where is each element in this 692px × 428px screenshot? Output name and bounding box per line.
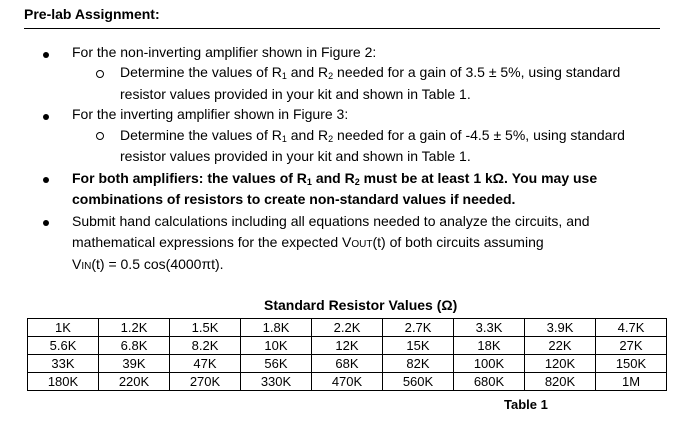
text-fragment: and R <box>286 127 329 143</box>
table-cell: 1.2K <box>99 319 170 337</box>
subscript: 1 <box>281 71 287 81</box>
text-fragment: and R <box>311 170 355 186</box>
table-cell: 220K <box>99 373 170 391</box>
table-cell: 270K <box>170 373 241 391</box>
table-row <box>28 355 667 373</box>
table-cell: 4.7K <box>596 319 667 337</box>
table-cell: 8.2K <box>170 337 241 355</box>
text-fragment: (t) = 0.5 cos(4000πt). <box>91 256 224 272</box>
table-cell: 1K <box>28 319 99 337</box>
table-row <box>28 337 667 355</box>
bullet-4-line-3 <box>72 255 224 276</box>
table-cell: 120K <box>525 355 596 373</box>
bullet-dot <box>43 177 49 183</box>
subscript: IN <box>81 261 92 272</box>
subscript: OUT <box>351 239 373 250</box>
table-cell: 10K <box>241 337 312 355</box>
subscript: 2 <box>354 177 360 187</box>
text-fragment: needed for a gain of -4.5 ± 5%, using standard <box>333 127 625 143</box>
text-fragment: V <box>72 256 82 272</box>
text-fragment: Determine the values of R <box>120 64 282 80</box>
table-cell: 3.3K <box>454 319 525 337</box>
sub-bullet-2-line-1 <box>120 126 625 144</box>
table-cell: 18K <box>454 337 525 355</box>
table-cell: 1M <box>596 373 667 391</box>
bullet-4-line-1: Submit hand calculations including all equations needed to analyze the circuits, and <box>72 213 590 229</box>
bullet-3-line-1 <box>72 169 597 187</box>
sub-bullet-1-line-1 <box>120 63 620 81</box>
bullet-4-line-2 <box>72 233 544 254</box>
table-cell: 6.8K <box>99 337 170 355</box>
table-cell: 22K <box>525 337 596 355</box>
table-cell: 82K <box>383 355 454 373</box>
subscript: 2 <box>328 71 334 81</box>
bullet-3-line-2: combinations of resistors to create non-standard values if needed. <box>72 191 516 207</box>
table-label: Table 1 <box>504 397 548 412</box>
text-fragment: mathematical expressions for the expected V <box>72 234 352 250</box>
table-cell: 27K <box>596 337 667 355</box>
subscript: 2 <box>328 134 334 144</box>
subscript: 1 <box>306 177 312 187</box>
table-cell: 39K <box>99 355 170 373</box>
table-cell: 33K <box>28 355 99 373</box>
text-fragment: and R <box>286 64 329 80</box>
bullet-2-text: For the inverting amplifier shown in Figure 3: <box>72 106 349 122</box>
table-cell: 15K <box>383 337 454 355</box>
table-cell: 12K <box>312 337 383 355</box>
sub-bullet-circle <box>96 132 104 140</box>
table-cell: 330K <box>241 373 312 391</box>
table-cell: 2.2K <box>312 319 383 337</box>
table-cell: 2.7K <box>383 319 454 337</box>
table-cell: 1.8K <box>241 319 312 337</box>
page-title: Pre-lab Assignment: <box>24 6 160 22</box>
table-cell: 68K <box>312 355 383 373</box>
table-cell: 1.5K <box>170 319 241 337</box>
table-cell: 3.9K <box>525 319 596 337</box>
table-cell: 100K <box>454 355 525 373</box>
table-cell: 56K <box>241 355 312 373</box>
text-fragment: needed for a gain of 3.5 ± 5%, using standard <box>333 64 621 80</box>
table-cell: 150K <box>596 355 667 373</box>
table-cell: 180K <box>28 373 99 391</box>
bullet-dot <box>43 114 49 120</box>
table-cell: 820K <box>525 373 596 391</box>
subscript: 1 <box>281 134 287 144</box>
table-cell: 5.6K <box>28 337 99 355</box>
sub-bullet-circle <box>96 70 104 78</box>
bullet-dot <box>43 220 49 226</box>
table-caption: Standard Resistor Values (Ω) <box>264 297 458 313</box>
text-fragment: For both amplifiers: the values of R <box>72 170 307 186</box>
table-row <box>28 319 667 337</box>
sub-bullet-2-line-2: resistor values provided in your kit and shown in Table 1. <box>120 148 471 164</box>
text-fragment: (t) of both circuits assuming <box>372 234 544 250</box>
table-row <box>28 373 667 391</box>
table-cell: 470K <box>312 373 383 391</box>
bullet-dot <box>43 52 49 58</box>
sub-bullet-1-line-2: resistor values provided in your kit and shown in Table 1. <box>120 86 471 102</box>
text-fragment: must be at least 1 kΩ. You may use <box>359 170 598 186</box>
table-cell: 680K <box>454 373 525 391</box>
table-cell: 560K <box>383 373 454 391</box>
table-cell: 47K <box>170 355 241 373</box>
bullet-1-text: For the non-inverting amplifier shown in Figure 2: <box>72 44 377 60</box>
title-divider <box>24 28 660 29</box>
resistor-table <box>27 318 667 391</box>
text-fragment: Determine the values of R <box>120 127 282 143</box>
